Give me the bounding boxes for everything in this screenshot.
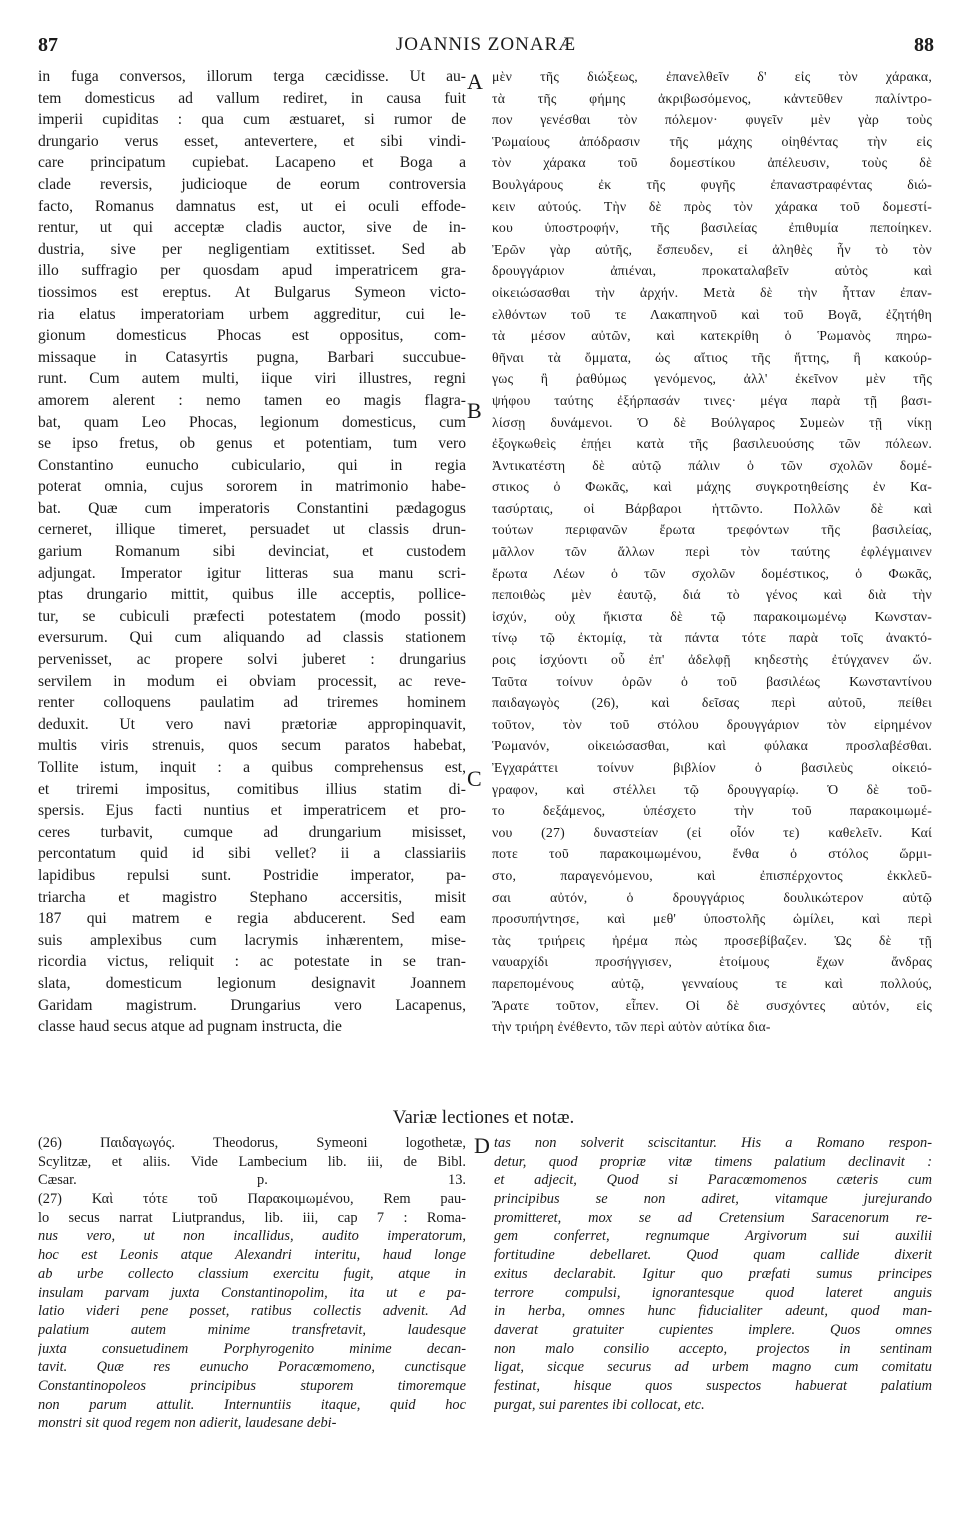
greek-text-line: Ἀντικατέστη δὲ αὐτῷ πάλιν ὁ τῶν σχολῶν δομέ- (492, 457, 932, 473)
page-number-left: 87 (38, 34, 58, 56)
greek-text-line: ροις ἰσχύοντι οὗ ἐπ' ἀδελφῇ κηδεστὴς ἐτύγχανεν ὤν. (492, 652, 932, 668)
latin-text-line: tem domesticus ad vallum rediret, in causa fuit (38, 89, 466, 107)
latin-text-line: Garidam magistrum. Drungarius vero Lacapenus, (38, 996, 466, 1014)
latin-text-line: spersis. Ejus facti nuntius et imperatricem et pro- (38, 802, 466, 820)
latin-text-line: slata, domesticum legionum designavit Joannem (38, 974, 466, 992)
latin-text-line: bat. Quæ cum imperatoris Constantini pædagogus (38, 499, 466, 517)
latin-text-line: ceres turbavit, cumque ad drungarium misisset, (38, 823, 466, 841)
margin-marker-d: D (474, 1133, 490, 1158)
greek-text-line: ναυαρχίδι προσήγγισεν, ἑτοίμους ἔχων ἄνδρας (492, 954, 932, 970)
latin-text-column (38, 66, 466, 1038)
greek-text-line: θῆναι τὰ ὄμματα, ὡς αἴτιος τῆς ἥττης, ἢ κακούρ- (492, 349, 932, 365)
greek-text-line: νου (27) δυναστείαν (εἰ οἷόν τε) καθελεῖν. Καί (492, 824, 932, 840)
latin-text-line: clade reversis, judicioque de eorum controversia (38, 175, 466, 193)
latin-text-line: tur, se cubiculi præfecti potestatem (modo possit) (38, 607, 466, 625)
note-line: gem conferret, regnumque Argivorum sui auxilii (494, 1228, 932, 1245)
note-line: ligat, sicque securus ad urbem magno cum comitatu (494, 1359, 932, 1376)
note-line: principibus se non adiret, vitamque jurejurando (494, 1191, 932, 1208)
latin-text-line: pervenisset, ac propere solvi juberet : drungarius (38, 651, 466, 669)
greek-text-line: Ἐγχαράττει τοίνυν βιβλίον ὁ βασιλεὺς οἰκειό- (492, 760, 932, 775)
note-line: promitteret, mox se ad Cretensium Saracenorum re- (494, 1209, 932, 1226)
greek-text-line: Ἐρῶν γὰρ αὐτῆς, ἔσπευδεν, εἰ ἀληθὲς ἦν τὸ τὸν (492, 241, 932, 257)
note-line: non malo consilio accepto, projectos in sentinam (494, 1340, 932, 1357)
latin-text-line: renter colloquens paulatim ad triremes hominem (38, 694, 466, 712)
greek-text-line: μᾶλλον τῶν ἄλλων περὶ τὸν ταύτης ἐφλέγμαινεν (492, 544, 932, 560)
note-line: tavit. Quæ res eunucho Poracœmomeno, cunctisque (38, 1359, 466, 1376)
greek-text-line: Ῥωμανόν, οἰκειώσασθαι, καὶ φύλακα προσλαβέσθαι. (492, 738, 932, 754)
note-line: palatium autem minime transfretavit, laudesque (38, 1321, 466, 1338)
latin-text-line: illo suffragio per quosdam apud imperatricem gra- (38, 262, 466, 280)
greek-text-line: στο, παραγενόμενου, καὶ ἐπισπέρχοντος ἐκκλεῦ- (492, 867, 932, 883)
latin-text-line: cerneret, illique timeret, persuadet ut classis drun- (38, 521, 466, 539)
greek-text-line: το δεξάμενος, ὑπέσχετο τὴν τοῦ παρακοιμωμέ- (492, 803, 932, 819)
latin-text-line: triarcha et magistro Stephano accersitis, misit (38, 888, 466, 906)
greek-text-line: ἰσχύν, οὐχ ἥκιστα δὲ τῷ παρακοιμωμένῳ Κωνσταν- (492, 608, 932, 624)
note-line: ab urbe collecto classium exercitu fugit, atque in (38, 1265, 466, 1282)
greek-text-line: ἔρωτα Λέων ὁ τῶν σχολῶν δομέστικος, ὁ Φωκᾶς, (492, 565, 932, 581)
margin-marker-a: A (467, 69, 483, 94)
latin-text-line: poterat omnia, cujus sororem in matrimonio habe- (38, 478, 466, 496)
greek-text-line: τοῦτον, τὸν τοῦ στόλου δρουγγάριον τὸν εἰρημένον (492, 716, 932, 732)
notes-heading: Variæ lectiones et notæ. (392, 1107, 575, 1128)
latin-text-line: deduxit. Ut vero navi prætoriæ appropinquavit, (38, 715, 466, 733)
latin-text-line: care principatum cupiebat. Lacapeno et Boga a (38, 154, 466, 172)
greek-text-line: ἐξογκωθεὶς ἐπῄει κατὰ τῆς βασιλευούσης τῶν πόλεων. (492, 436, 932, 452)
latin-text-line: et triremi impositus, comitibus illius statim di- (38, 780, 466, 798)
page-number-right: 88 (914, 34, 934, 56)
latin-text-line: imperii cupiditas : qua cum æstuaret, si rumor de (38, 111, 466, 129)
note-line: hoc est Leonis atque Alexandri interitu, haud longe (38, 1247, 466, 1264)
latin-text-line: facto, Romanus damnatus est, ut ei oculi effode- (38, 197, 466, 215)
greek-text-line: τὴν τριήρη ἐνέθεντο, τῶν περὶ αὐτὸν αὐτίκα δια- (492, 1019, 771, 1035)
latin-text-line: dustria, sive per negligentiam extitisset. Sed ab (38, 240, 466, 258)
greek-text-column (492, 66, 932, 1038)
note-line: exitus declarabit. Igitur quo præfati sumus principes (494, 1265, 932, 1282)
margin-marker-c: C (467, 766, 482, 791)
notes-left-column (38, 1134, 466, 1433)
note-line: lo secus narrat Liutprandus, lib. iii, cap 7 : Roma- (38, 1209, 466, 1226)
greek-text-line: Ῥωμαίους ἀπόδρασιν τῆς μάχης οἰηθέντας τὴν εἰς (492, 133, 932, 149)
note-line: latio videri pene posset, ratibus collectis advenit. Ad (38, 1303, 466, 1320)
notes-right-column (494, 1134, 932, 1414)
latin-text-line: bat, quam Leo Phocas, legionum domesticus, cum (38, 413, 466, 431)
latin-text-line: in fuga conversos, illorum terga cæcidisse. Ut au- (38, 68, 466, 85)
note-line: insulam parvam juxta Constantinopolim, ita ut e pa- (38, 1284, 466, 1301)
greek-text-line: τὰ τῆς φήμης ἀκριβωσόμενος, κἀντεῦθεν παλίντρο- (492, 90, 932, 106)
greek-text-line: κειν αὐτούς. Τὴν δὲ πρὸς τὸν χάρακα τοῦ δομεστί- (492, 198, 932, 214)
latin-text-line: multis viris strenuis, quos secum paratos habebat, (38, 737, 466, 755)
note-line: Constantinopoleos principibus stuporem timoremque (38, 1377, 466, 1394)
latin-text-line: Constantino eunucho cubiculario, qui in regia (38, 456, 466, 474)
note-line: nus vero, ut non incallidus, audito imperatorum, (38, 1228, 466, 1245)
latin-text-line: adjungat. Imperator igitur litteras sua manu scri- (38, 564, 466, 582)
greek-text-line: Ταῦτα τοίνυν ὁρῶν ὁ τοῦ βασιλέως Κωνσταντίνου (492, 673, 932, 689)
note-line: tas non solverit sciscitantur. His a Romano respon- (494, 1135, 932, 1151)
greek-text-line: τὰς τριήρεις ἠρέμα πὼς προσεβίβαζεν. Ὡς δὲ τῇ (492, 932, 932, 948)
greek-text-line: οἰκειώσασθαι τὴν ἀρχήν. Μετὰ δὲ τὴν ἧτταν ἐπαν- (492, 284, 932, 300)
latin-text-line: 187 qui matrem e regia abducerent. Sed eam (38, 910, 466, 928)
latin-text-line: rentur, ut qui acceptæ cladis auctor, sive de in- (38, 219, 466, 237)
latin-text-line: drungario verus esset, antevertere, et sibi vindi- (38, 132, 466, 150)
note-line: Cæsar. p. 13. (38, 1172, 466, 1189)
note-line: Scylitzæ, et aliis. Vide Lambecium lib. iii, de Bibl. (38, 1153, 466, 1170)
greek-text-line: τίνῳ τῷ ἐκτομίᾳ, τὰ πάντα τότε παρὰ τοῖς ἀνακτό- (492, 630, 932, 646)
note-line: (27) Καὶ τότε τοῦ Παρακοιμωμένου, Rem pau- (38, 1191, 466, 1208)
greek-text-line: λίσσῃ δυνάμενοι. Ὁ δὲ Βούλγαρος Συμεὼν τῇ νίκῃ (492, 414, 932, 430)
latin-text-line: tiossimos est ereptus. At Bulgarus Symeon victo- (38, 283, 466, 301)
greek-text-line: Ἄρατε τοῦτον, εἶπεν. Οἱ δὲ συσχόντες αὐτόν, εἰς (492, 997, 932, 1013)
greek-text-line: πον γενέσθαι τὸν πόλεμον· φυγεῖν μὲν γὰρ τοὺς (492, 112, 932, 128)
latin-text-line: ria elatus imperatoriam urbem aggreditur, cui le- (38, 305, 466, 323)
latin-text-line: percontatum quid id sibi vellet? ii a classiariis (38, 845, 466, 863)
greek-text-line: τούτων περιφανῶν ἔρωτα τρεφόντων τῆς βασιλείας, (492, 522, 932, 538)
latin-text-line: ricordia victus, reliquit : ac potestate in se tran- (38, 953, 466, 971)
latin-text-line: runt. Cum autem multi, iique viri illustres, regni (38, 370, 466, 388)
latin-text-line: Tollite istum, inquit : a quibus comprehensus est, (38, 759, 466, 776)
greek-text-line: ποτε τοῦ παρακοιμωμένου, ἔνθα ὁ στόλος ὥρμι- (492, 846, 932, 862)
greek-text-line: δρουγγάριον ἀπιέναι, προκαταλαβεῖν αὐτὸς καὶ (492, 263, 932, 279)
margin-marker-b: B (467, 398, 482, 423)
note-line: juxta consuetudinem Porphyrogenito minime decan- (38, 1340, 466, 1357)
greek-text-line: κου ὑποστροφήν, τῆς βασιλείας ἐπιθυμία πεποίηκεν. (492, 220, 932, 236)
greek-text-line: τασύρταις, οἱ Βάρβαροι ἡττῶντο. Πολλῶν δὲ καὶ (492, 500, 932, 516)
greek-text-line: γως ἢ ῥαθύμως γενόμενος, ἀλλ' ἐκεῖνον μὲν τῆς (492, 371, 932, 387)
greek-text-line: στικος ὁ Φωκᾶς, καὶ μάχης συγκροτηθείσης ἐν Κα- (492, 479, 932, 495)
note-line: non parum attulit. Internuntiis itaque, quid hoc (38, 1396, 466, 1413)
latin-text-line: suis amplexibus cum lacrymis inhærentem, mise- (38, 931, 466, 949)
running-header (38, 34, 934, 58)
latin-text-line: servilem in modum ei obviam processit, ac reve- (38, 672, 466, 690)
note-line: terrore compulsi, ignorantesque quod lateret anguis (494, 1284, 932, 1301)
note-line: (26) Παιδαγωγός. Theodorus, Symeoni logothetæ, (38, 1135, 466, 1151)
greek-text-line: πεποιθὼς μὲν ἑαυτῷ, διά τὸ γένος καὶ διὰ τὴν (492, 587, 932, 603)
latin-text-line: se ipso fretus, ob genus et potentiam, tum vero (38, 435, 466, 453)
greek-text-line: ελθόντων τοῦ τε Λακαπηνοῦ καὶ τοῦ Βογᾶ, ἐζητήθη (492, 306, 932, 322)
greek-text-line: παιδαγωγὸς (26), καὶ δεῖσας περὶ αὐτοῦ, πείθει (492, 695, 932, 711)
note-line: festinat, hisque quos suspectos habuerat palatium (494, 1377, 932, 1394)
note-line: daverat gratuiter cupientes implere. Quos omnes (494, 1321, 932, 1338)
note-line: fortitudine debellaret. Quod quam callide dixerit (494, 1247, 932, 1264)
note-line: et adjecit, Quod si Paracœmomenos cæteris cum (494, 1172, 932, 1189)
greek-text-line: προσυπήντησε, καὶ μεθ' ὑποστολῆς ὡμίλει, καὶ περὶ (492, 911, 932, 927)
latin-text-line: amorem alerent : nemo tamen eo magis flagra- (38, 391, 466, 409)
note-line: in herba, omnes hunc fiducialiter adeunt, quod man- (494, 1303, 932, 1320)
greek-text-line: μὲν τῆς διώξεως, ἐπανελθεῖν δ' εἰς τὸν χάρακα, (492, 69, 932, 84)
greek-text-line: παρεπομένους αὐτῷ, γενναίους τε καὶ πολλούς, (492, 975, 932, 991)
latin-text-line: lapidibus repulsi sunt. Postridie imperator, pa- (38, 866, 466, 884)
note-line: purgat, sui parentes ibi collocat, etc. (494, 1396, 705, 1413)
latin-text-line: missaque in Catasyrtis pugna, Barbari succubue- (38, 348, 466, 366)
latin-text-line: garium Romanum sibi devinciat, et custodem (38, 543, 466, 561)
latin-text-line: gionum domesticus Phocas est oppositus, com- (38, 327, 466, 345)
greek-text-line: τὸν χάρακα τοῦ δομεστίκου ἀπέλευσιν, τοὺς δὲ (492, 155, 932, 171)
note-line: monstri sit quod regem non adierit, laudesane debi- (38, 1415, 337, 1432)
greek-text-line: τὰ μέσον αὐτῶν, καὶ κατεκρίθη ὁ Ῥωμανὸς πηρω- (492, 328, 932, 344)
greek-text-line: γραφον, καὶ στέλλει τῷ δρουγγαρίῳ. Ὁ δὲ τοῦ- (492, 781, 932, 797)
latin-text-line: classe haud secus atque ad pugnam instructa, die (38, 1018, 342, 1036)
greek-text-line: ψήφου ταύτης ἐξήρπασάν τινες· μέγα παρὰ τῇ βασι- (492, 392, 932, 408)
greek-text-line: σαι αὐτόν, ὁ δρουγγάριος δουλικώτερον αὐτῷ (492, 889, 932, 905)
note-line: detur, quod propriæ vitæ timens palatium declinavit : (494, 1153, 932, 1170)
latin-text-line: ptas drungario mittit, quibus ille acceptis, pollice- (38, 586, 466, 604)
latin-text-line: eversurum. Qui cum aliquando ad classis stationem (38, 629, 466, 647)
greek-text-line: Βουλγάρους ἐκ τῆς φυγῆς ἐπαναστραφέντας διώ- (492, 176, 932, 192)
running-title: JOANNIS ZONARÆ (395, 34, 577, 55)
